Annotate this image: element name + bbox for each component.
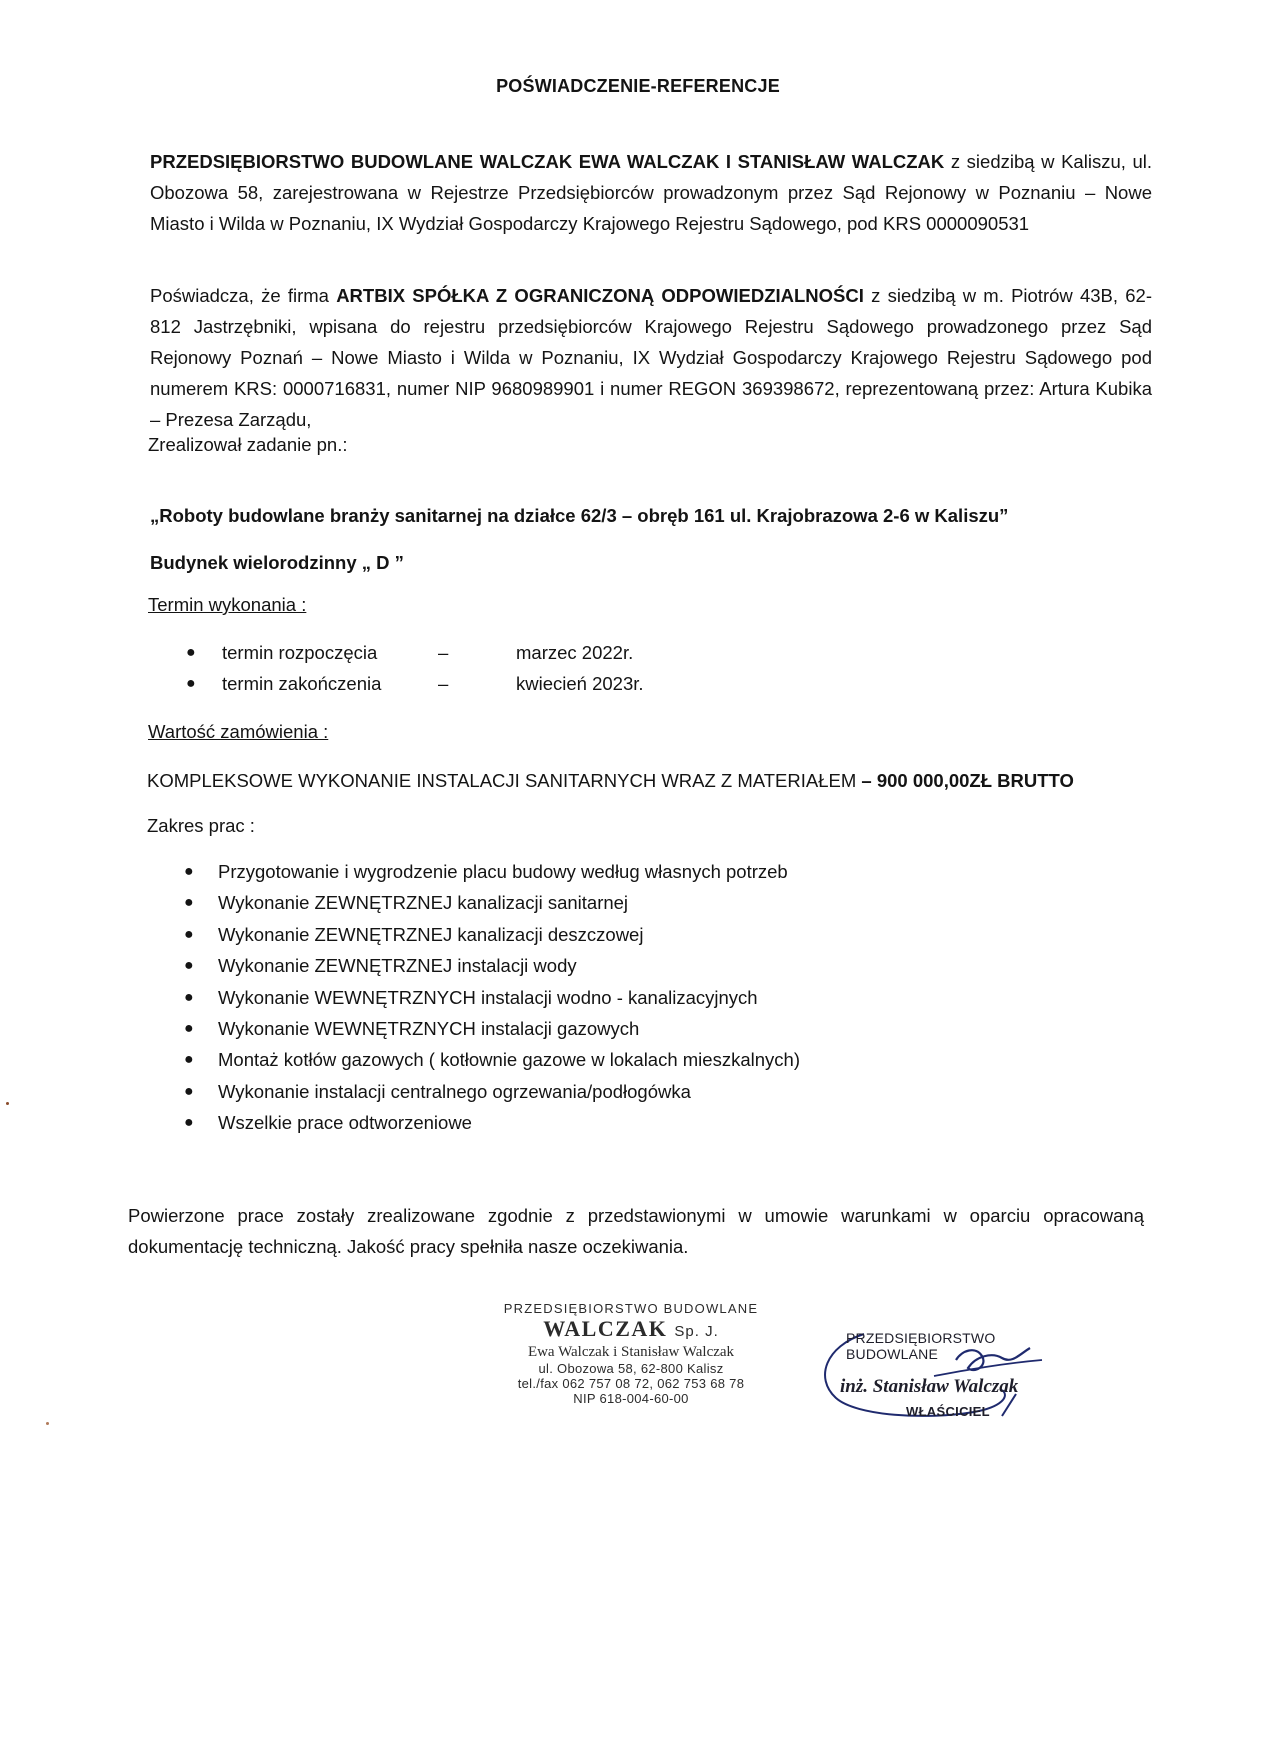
bullet-icon: ● (184, 925, 194, 943)
term-heading: Termin wykonania : (148, 594, 307, 615)
certification-paragraph (150, 280, 1152, 435)
bullet-icon: ● (184, 863, 194, 880)
signature-stamp-role: WŁAŚCICIEL (906, 1404, 990, 1419)
task-name: „Roboty budowlane branży sanitarnej na działce 62/3 – obręb 161 ul. Krajobrazowa 2-6 w Kaliszu” (150, 505, 1009, 526)
term-start-value: marzec 2022r. (516, 642, 634, 663)
bullet-icon: ● (184, 894, 194, 912)
term-start-label: termin rozpoczęcia (222, 642, 378, 663)
stamp-address: ul. Obozowa 58, 62-800 Kalisz (538, 1361, 724, 1376)
task-intro: Zrealizował zadanie pn.: (148, 434, 348, 455)
order-value-amount: – 900 000,00ZŁ BRUTTO (861, 770, 1074, 791)
issuer-company-name: PRZEDSIĘBIORSTWO BUDOWLANE WALCZAK EWA WALCZAK I STANISŁAW WALCZAK (150, 151, 945, 172)
reference-letter-page: POŚWIADCZENIE-REFERENCJE PRZEDSIĘBIORSTWO BUDOWLANE WALCZAK EWA WALCZAK I STANISŁAW WALCZAK z siedzibą w Kaliszu, ul. Obozowa 58, zarejestrowana w Rejestrze Przedsiębiorców prowadzonym przez Sąd Rejonowy w Poznaniu – Nowe Miasto i Wilda w Poznaniu, IX Wydział Gospodarczy Krajowego Rejestru Sądowego, pod KRS 0000090531 Poświadcza, że firma ARTBIX SPÓŁKA Z OGRANICZONĄ ODPOWIEDZIALNOŚCI z siedzibą w m. Piotrów 43B, 62-812 Jastrzębniki, wpisana do rejestru przedsiębiorców Krajowego Rejestru Sądowego prowadzonego przez Sąd Rejonowy Poznań – Nowe Miasto i Wilda w Poznaniu, IX Wydział Gospodarczy Krajowego Rejestru Sądowego pod numerem KRS: 0000716831, numer NIP 9680989901 i numer REGON 369398672, reprezentowaną przez: Artura Kubika – Prezesa Zarządu, Zrealizował zadanie pn.: „Roboty budowlane branży sanitarnej na działce 62/3 – obręb 161 ul. Krajobrazowa 2-6 w Kaliszu” Budynek wielorodzinny „ D ” Termin wykonania : ● termin rozpoczęcia – marzec 2022r. ● termin zakończenia – kwiecień 2023r. Wartość zamówienia : KOMPLEKSOWE WYKONANIE INSTALACJI SANITARNYCH WRAZ Z MATERIAŁEM – 900 000,00ZŁ BRUTTO Zakres prac : ● Przygotowanie i wygrodzenie placu budowy według własnych potrzeb ● Wykonanie ZEWNĘTRZNEJ kanalizacji sanitarnej ● Wykonanie ZEWNĘTRZNEJ kanalizacji deszczowej ● Wykonanie ZEWNĘTRZNEJ instalacji wody ● Wykonanie WEWNĘTRZNYCH instalacji wodno - kanalizacyjnych ● Wykonanie WEWNĘTRZNYCH instalacji gazowych ● Montaż kotłów gazowych ( kotłownie gazowe w lokalach mieszkalnych) ● Wykonanie instalacji centralnego ogrzewania/podłogówka ● Wszelkie prace odtworzeniowe Powierzone prace zostały zrealizowane zgodnie z przedstawionymi w umowie warunkami w oparciu opracowaną dokumentację techniczną. Jakość pracy spełniła nasze oczekiwania. PRZEDSIĘBIORSTWO BUDOWLANE WALCZAK Sp. J. Ewa Walczak i Stanisław Walczak ul. Obozowa 58, 62-800 Kalisz tel./fax 062 757 08 72, 062 753 68 78 NIP 618-004-60-00 PRZEDSIĘBIORSTWO BUDOWLANE inż. Stanisław Walczak WŁAŚCICIEL (0, 0, 1276, 1748)
bullet-icon: ● (184, 988, 194, 1006)
stamp-company-name: WALCZAK Sp. J. (543, 1316, 719, 1341)
document-title: POŚWIADCZENIE-REFERENCJE (496, 76, 780, 96)
closing-paragraph: Powierzone prace zostały zrealizowane zgodnie z przedstawionymi w umowie warunkami w oparciu opracowaną dokumentację techniczną. Jakość pracy spełniła nasze oczekiwania. (128, 1205, 1144, 1257)
order-value-line (147, 769, 1074, 793)
signature-stamp-header: PRZEDSIĘBIORSTWO BUDOWLANE (846, 1330, 996, 1362)
certify-lead: Poświadcza, że firma (150, 285, 337, 306)
stamp-nip: NIP 618-004-60-00 (573, 1391, 689, 1406)
scan-speck (46, 1422, 49, 1425)
term-end-value: kwiecień 2023r. (516, 673, 644, 694)
bullet-icon: ● (184, 1114, 194, 1132)
contractor-firm-name: ARTBIX SPÓŁKA Z OGRANICZONĄ ODPOWIEDZIALNOŚCI (336, 285, 864, 306)
stamp-owners: Ewa Walczak i Stanisław Walczak (527, 1344, 735, 1360)
term-end-dash: – (438, 673, 449, 694)
scope-heading: Zakres prac : (147, 815, 255, 836)
bullet-icon: ● (184, 957, 194, 975)
stamp-suffix: Sp. J. (674, 1323, 719, 1340)
stamp-header: PRZEDSIĘBIORSTWO BUDOWLANE (503, 1301, 759, 1316)
signature-stamp-name: inż. Stanisław Walczak (840, 1376, 1019, 1397)
term-end-label: termin zakończenia (222, 673, 382, 694)
order-value-description: KOMPLEKSOWE WYKONANIE INSTALACJI SANITARNYCH WRAZ Z MATERIAŁEM (147, 770, 862, 791)
bullet-icon: ● (186, 675, 196, 692)
bullet-icon: ● (184, 1019, 194, 1037)
intro-paragraph (150, 146, 1152, 239)
term-start-dash: – (438, 642, 449, 663)
stamp-phone: tel./fax 062 757 08 72, 062 753 68 78 (517, 1376, 745, 1391)
signature-stamp (806, 1316, 1072, 1426)
bullet-icon: ● (186, 644, 196, 661)
bullet-icon: ● (184, 1051, 194, 1069)
order-value-heading: Wartość zamówienia : (148, 721, 329, 742)
company-stamp (486, 1300, 776, 1406)
bullet-icon: ● (184, 1082, 194, 1100)
building-name: Budynek wielorodzinny „ D ” (150, 552, 404, 573)
contractor-details: z siedzibą w m. Piotrów 43B, 62-812 Jastrzębniki, wpisana do rejestru przedsiębiorców Krajowego Rejestru Sądowego prowadzonego przez Sąd Rejonowy Poznań – Nowe Miasto i Wilda w Poznaniu, IX Wydział Gospodarczy Krajowego Rejestru Sądowego pod numerem KRS: 0000716831, numer NIP 9680989901 i numer REGON 369398672, reprezentowaną przez: Artura Kubika – Prezesa Zarządu, (150, 285, 1152, 430)
issuer-details: z siedzibą w Kaliszu, ul. Obozowa 58, zarejestrowana w Rejestrze Przedsiębiorców prowadzonym przez Sąd Rejonowy w Poznaniu – Nowe Miasto i Wilda w Poznaniu, IX Wydział Gospodarczy Krajowego Rejestru Sądowego, pod KRS 0000090531 (150, 151, 1152, 234)
scan-speck (6, 1102, 9, 1105)
